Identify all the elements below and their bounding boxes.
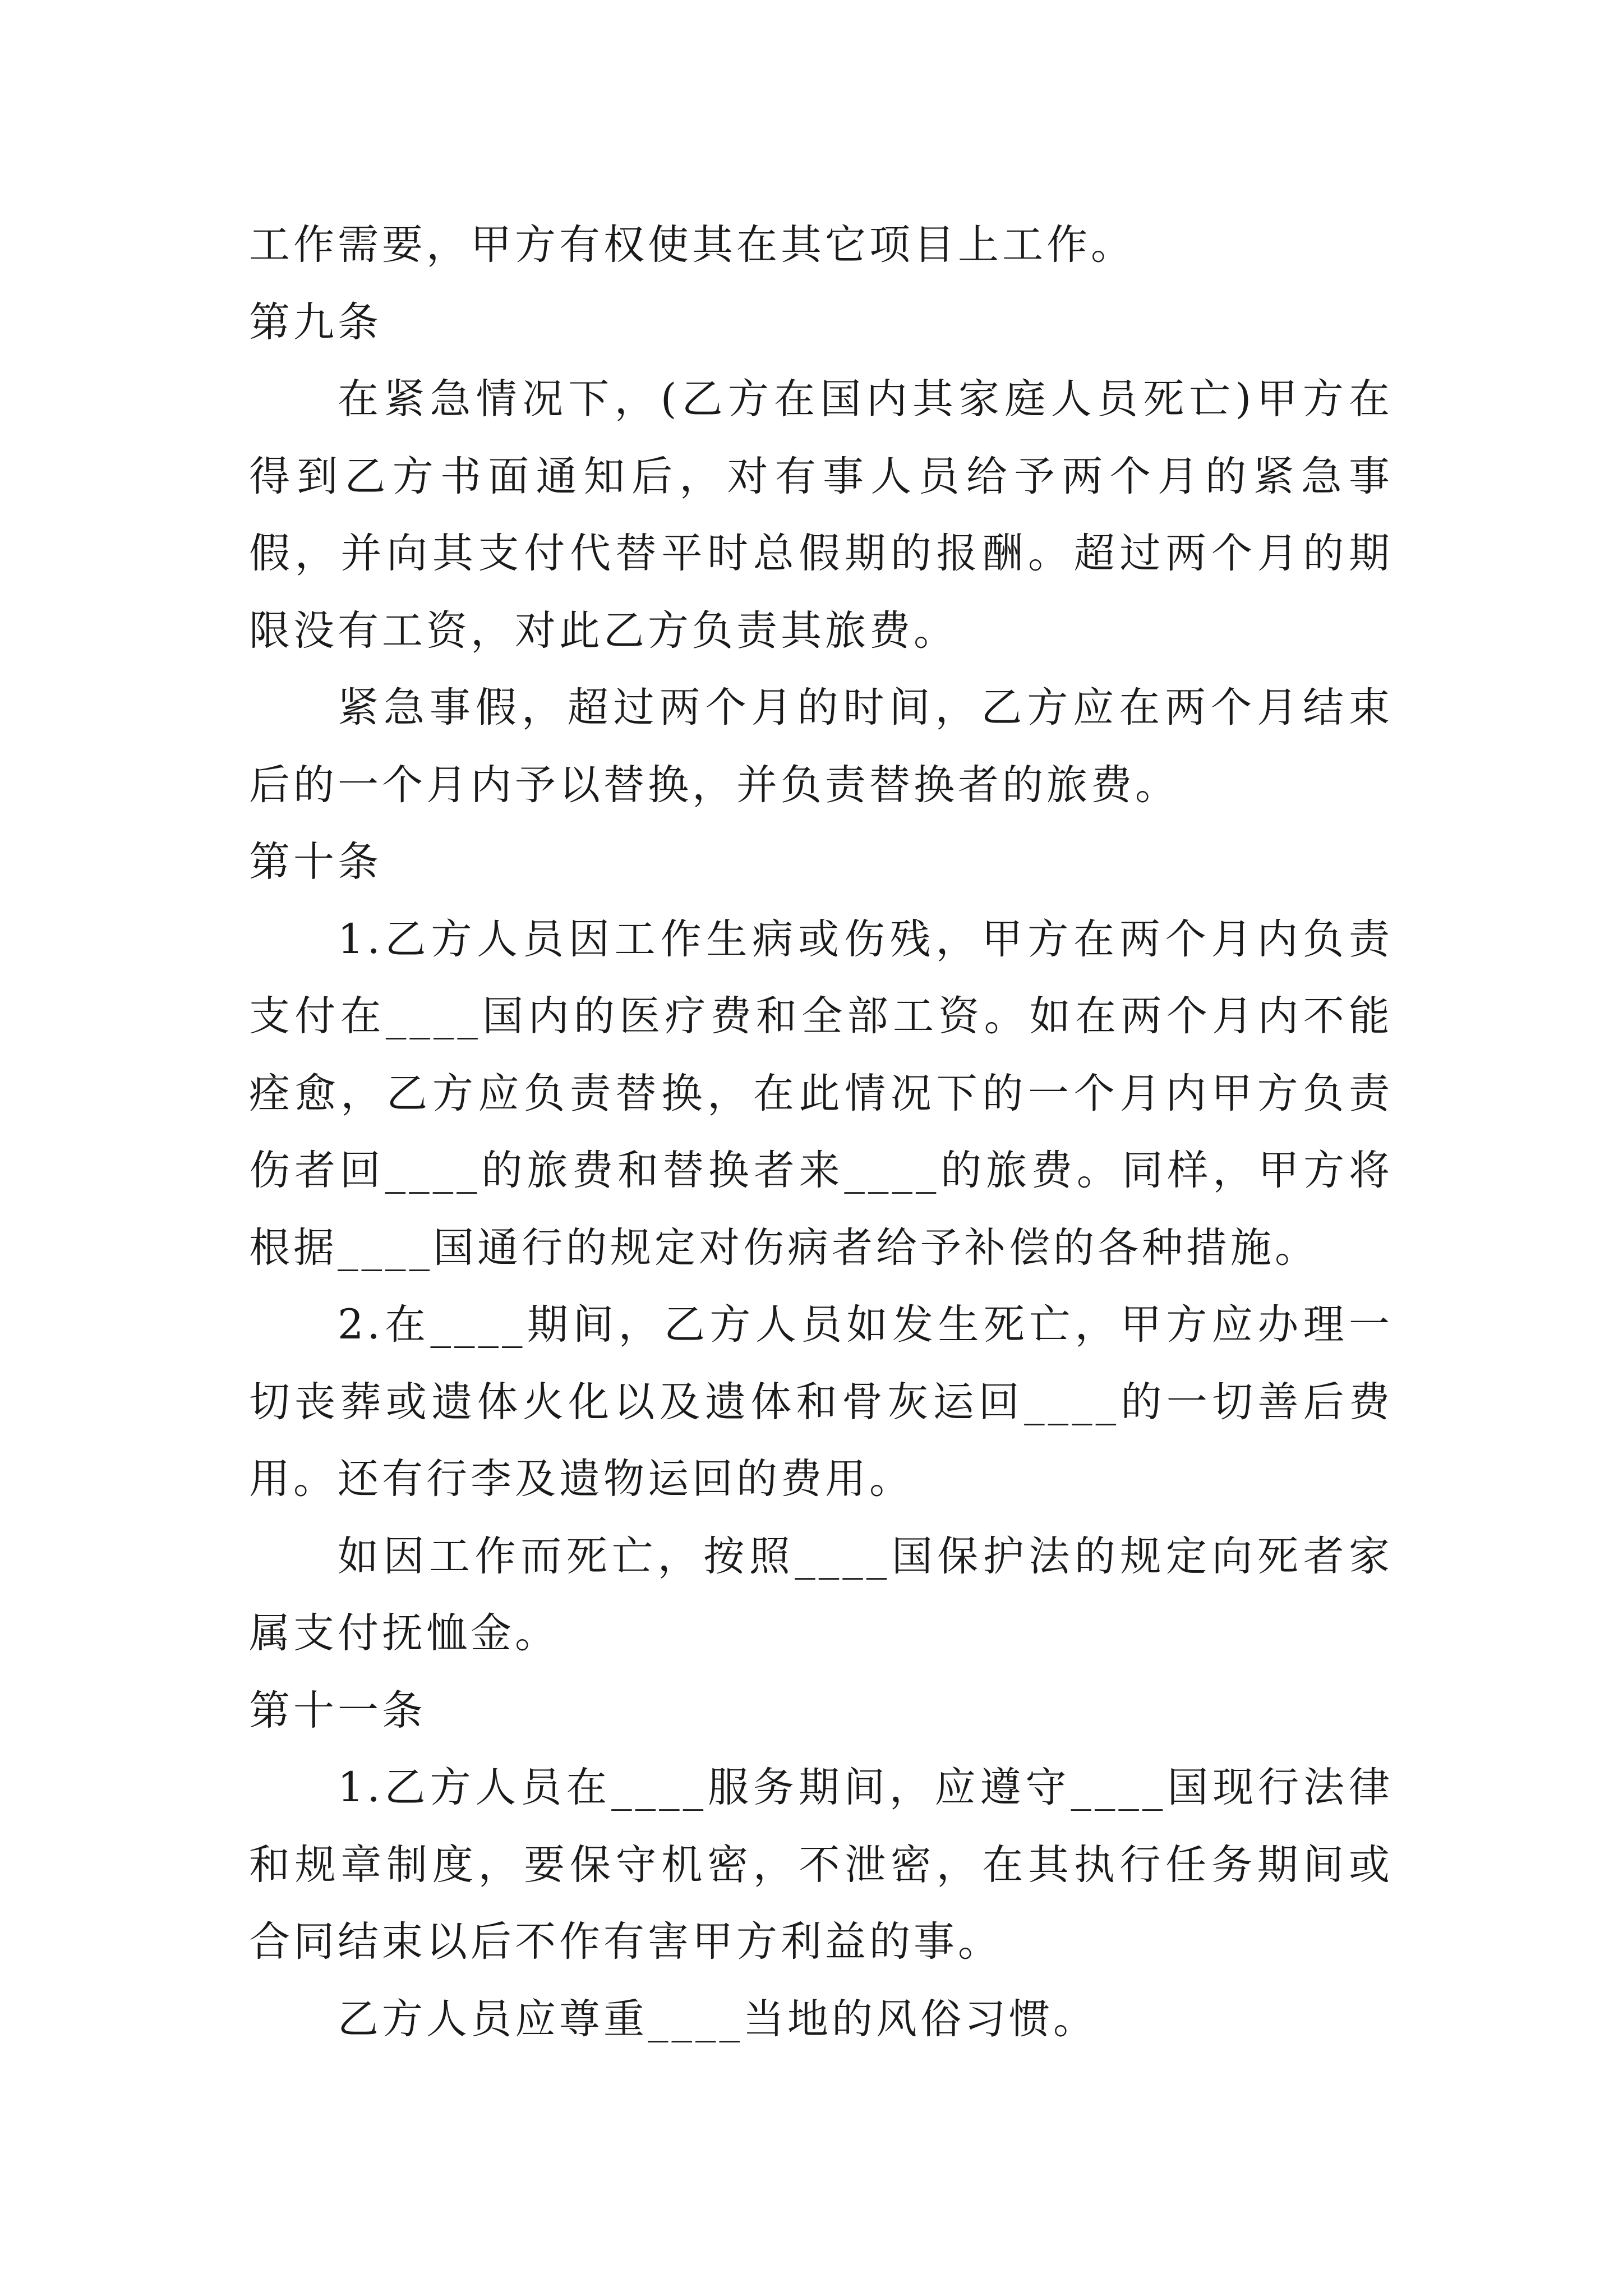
paragraph-illness-injury: 1.乙方人员因工作生病或伤残，甲方在两个月内负责支付在____国内的医疗费和全部工资。如在两个月内不能痊愈，乙方应负责替换，在此情况下的一个月内甲方负责伤者回____的旅费和替换者来____的旅费。同样，甲方将根据____国通行的规定对伤病者给予补偿的各种措施。 bbox=[249, 915, 1393, 1272]
article-heading-9: 第九条 bbox=[249, 298, 382, 346]
article-heading-11: 第十一条 bbox=[249, 1686, 426, 1734]
paragraph-compensation: 如因工作而死亡，按照____国保护法的规定向死者家属支付抚恤金。 bbox=[249, 1532, 1393, 1657]
article-heading-10: 第十条 bbox=[249, 838, 382, 886]
document-body bbox=[249, 206, 1393, 2058]
paragraph-replacement: 紧急事假，超过两个月的时间，乙方应在两个月结束后的一个月内予以替换，并负责替换者的旅费。 bbox=[249, 684, 1393, 809]
paragraph-emergency-leave: 在紧急情况下，(乙方在国内其家庭人员死亡)甲方在得到乙方书面通知后，对有事人员给予两个月的紧急事假，并向其支付代替平时总假期的报酬。超过两个月的期限没有工资，对此乙方负责其旅费。 bbox=[249, 375, 1393, 655]
paragraph-local-customs: 乙方人员应尊重____当地的风俗习惯。 bbox=[338, 1995, 1098, 2043]
paragraph-continuation: 工作需要，甲方有权使其在其它项目上工作。 bbox=[249, 221, 1135, 269]
paragraph-law-compliance: 1.乙方人员在____服务期间，应遵守____国现行法律和规章制度，要保守机密，不泄密，在其执行任务期间或合同结束以后不作有害甲方利益的事。 bbox=[249, 1764, 1393, 1966]
paragraph-death: 2.在____期间，乙方人员如发生死亡，甲方应办理一切丧葬或遗体火化以及遗体和骨灰运回____的一切善后费用。还有行李及遗物运回的费用。 bbox=[249, 1301, 1393, 1503]
